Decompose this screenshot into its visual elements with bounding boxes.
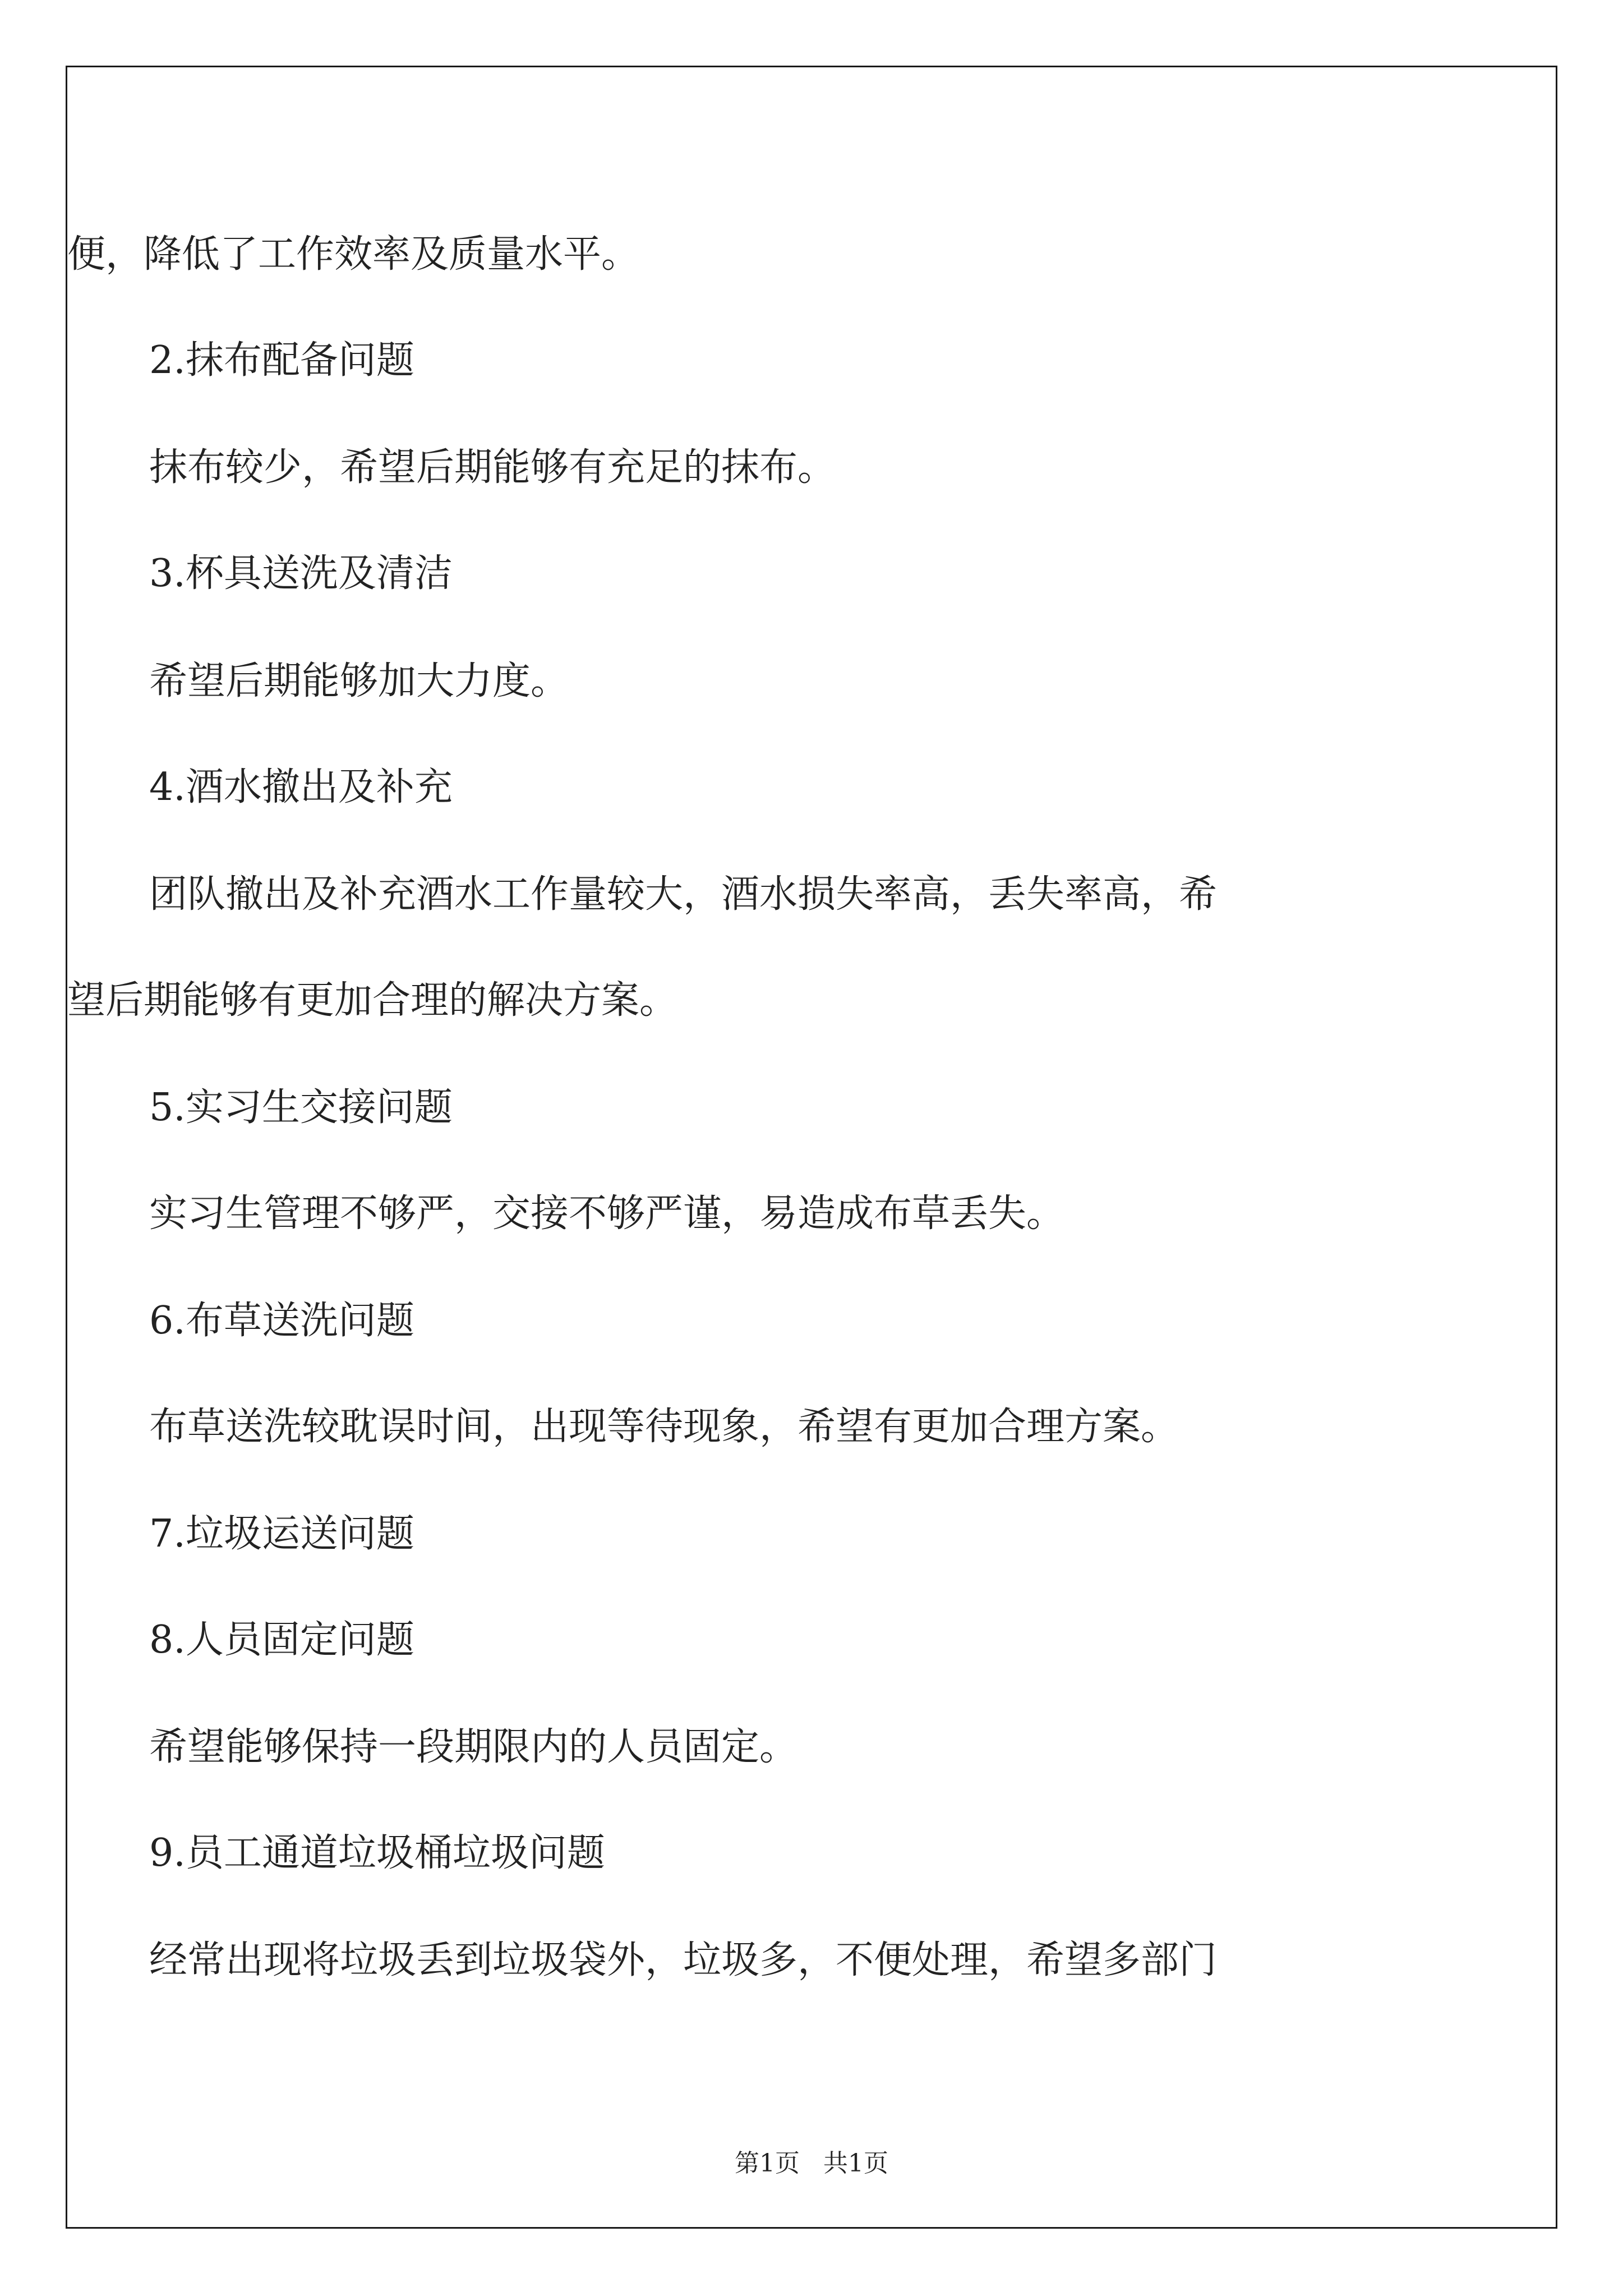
- paragraph-line: 经常出现将垃圾丢到垃圾袋外，垃圾多，不便处理，希望多部门: [149, 1938, 1218, 1982]
- section-heading: 8.人员固定问题: [149, 1618, 414, 1662]
- section-heading: 6.布草送洗问题: [149, 1299, 414, 1343]
- paragraph-line: 抹布较少，希望后期能够有充足的抹布。: [149, 445, 836, 490]
- page-number-footer: 第1页 共1页: [735, 2149, 888, 2178]
- paragraph-line: 希望后期能够加大力度。: [149, 659, 569, 703]
- section-heading: 9.员工通道垃圾桶垃圾问题: [149, 1831, 605, 1875]
- paragraph-line: 布草送洗较耽误时间，出现等待现象，希望有更加合理方案。: [149, 1405, 1179, 1449]
- section-heading: 2.抹布配备问题: [149, 338, 414, 383]
- paragraph-line: 望后期能够有更加合理的解决方案。: [67, 978, 678, 1023]
- page-frame: [66, 66, 1557, 2229]
- section-heading: 7.垃圾运送问题: [149, 1512, 414, 1556]
- paragraph-line: 团队撤出及补充酒水工作量较大，酒水损失率高，丢失率高，希: [149, 872, 1218, 917]
- paragraph-line: 希望能够保持一段期限内的人员固定。: [149, 1725, 798, 1769]
- paragraph-line: 便，降低了工作效率及质量水平。: [67, 232, 640, 277]
- section-heading: 3.杯具送洗及清洁: [149, 551, 453, 596]
- section-heading: 4.酒水撤出及补充: [149, 765, 453, 809]
- paragraph-line: 实习生管理不够严，交接不够严谨，易造成布草丢失。: [149, 1191, 1065, 1236]
- section-heading: 5.实习生交接问题: [149, 1085, 453, 1130]
